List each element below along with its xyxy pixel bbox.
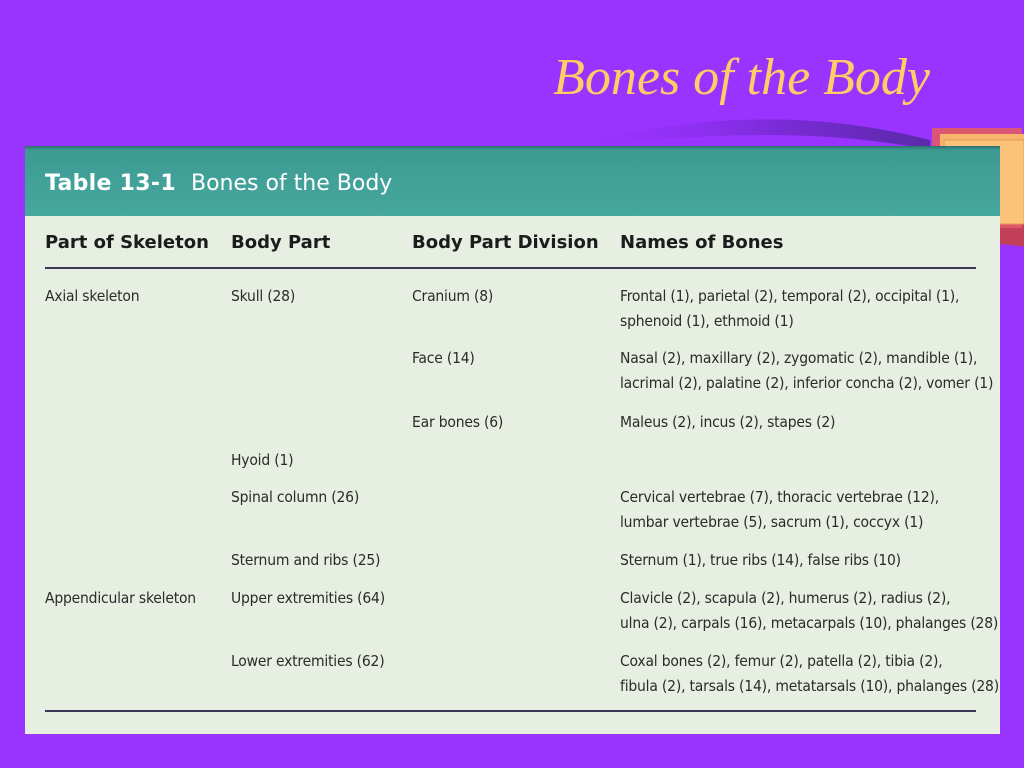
table-cell-bones-line: Maleus (2), incus (2), stapes (2)	[620, 413, 836, 431]
table-cell-bones-line: sphenoid (1), ethmoid (1)	[620, 312, 794, 330]
slide-title: Bones of the Body	[553, 49, 930, 106]
table-number: Table 13-1	[45, 171, 176, 196]
table-cell-body-part: Lower extremities (62)	[231, 652, 385, 670]
table-cell-body-part: Upper extremities (64)	[231, 589, 385, 607]
table-cell-part: Appendicular skeleton	[45, 589, 196, 607]
table-cell-bones-line: lacrimal (2), palatine (2), inferior concha (2), vomer (1)	[620, 374, 994, 392]
header-rule	[45, 267, 976, 269]
table-cell-body-part: Skull (28)	[231, 287, 296, 305]
table-cell-body-part: Sternum and ribs (25)	[231, 551, 381, 569]
table-cell-bones-line: ulna (2), carpals (16), metacarpals (10), phalanges (28)	[620, 614, 999, 632]
table-cell-division: Face (14)	[412, 349, 475, 367]
bones-table	[25, 146, 1000, 734]
table-header-band	[25, 146, 1000, 216]
table-cell-division: Ear bones (6)	[412, 413, 504, 431]
table-cell-bones-line: fibula (2), tarsals (14), metatarsals (10), phalanges (28)	[620, 677, 999, 695]
table-cell-body-part: Spinal column (26)	[231, 488, 360, 506]
footer-rule	[45, 710, 976, 712]
column-header-body-part: Body Part	[231, 232, 331, 253]
table-cell-bones-line: Nasal (2), maxillary (2), zygomatic (2), mandible (1),	[620, 349, 978, 367]
table-cell-division: Cranium (8)	[412, 287, 494, 305]
table-cell-body-part: Hyoid (1)	[231, 451, 294, 469]
column-header-division: Body Part Division	[412, 232, 599, 253]
table-cell-part: Axial skeleton	[45, 287, 140, 305]
column-header-bones: Names of Bones	[620, 232, 784, 253]
table-cell-bones-line: Cervical vertebrae (7), thoracic vertebrae (12),	[620, 488, 939, 506]
table-cell-bones-line: Coxal bones (2), femur (2), patella (2), tibia (2),	[620, 652, 943, 670]
table-cell-bones-line: Frontal (1), parietal (2), temporal (2), occipital (1),	[620, 287, 960, 305]
table-cell-bones-line: lumbar vertebrae (5), sacrum (1), coccyx (1)	[620, 513, 924, 531]
table-caption: Bones of the Body	[191, 171, 393, 196]
table-cell-bones-line: Clavicle (2), scapula (2), humerus (2), radius (2),	[620, 589, 951, 607]
table-cell-bones-line: Sternum (1), true ribs (14), false ribs (10)	[620, 551, 901, 569]
column-header-part: Part of Skeleton	[45, 232, 209, 253]
